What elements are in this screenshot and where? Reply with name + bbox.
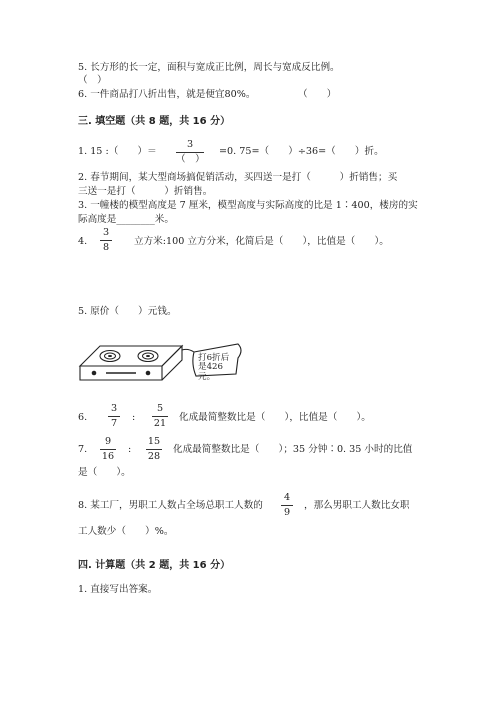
- s3-q1-fraction: [176, 140, 204, 164]
- stove-illustration: [78, 334, 246, 386]
- s3-q7-line2: 是（ ）。: [78, 467, 131, 478]
- s3-q4-text: 立方米:100 立方分米，化简后是（ ），比值是（ ）。: [134, 236, 389, 247]
- s3-q3-line1: 3. 一幢楼的模型高度是 7 厘米，模型高度与实际高度的比是 1∶400，楼房的实: [78, 200, 418, 211]
- s3-q5-text: 5. 原价（ ）元钱。: [78, 306, 177, 317]
- fraction-numerator: 15: [147, 436, 161, 447]
- fraction-bar: [281, 505, 293, 506]
- s3-q6-text: 化成最简整数比是（ ），比值是（ ）。: [179, 412, 371, 423]
- s3-q1-start: 1. 15 :（ ）＝: [78, 146, 157, 157]
- fraction-numerator: 3: [102, 227, 110, 238]
- fraction-bar: [176, 152, 204, 153]
- fraction-numerator: 9: [104, 436, 112, 447]
- fraction-denominator: 28: [147, 450, 161, 462]
- s3-q4-fraction: [100, 228, 112, 252]
- price-tag-label: 打6折后是426元。: [198, 353, 230, 382]
- fraction-bar: [146, 449, 162, 450]
- s3-q7-text: 化成最简整数比是（ ）；35 分钟∶0. 35 小时的比值: [173, 444, 413, 455]
- s3-q2-line2: 三送一是打（ ）折销售。: [78, 186, 213, 197]
- q6-statement: 6. 一件商品打八折出售，就是便宜80%。: [78, 89, 256, 100]
- fraction-numerator: 3: [186, 139, 194, 150]
- s3-q8-line2: 工人数少（ ）%。: [78, 526, 174, 537]
- fraction-bar: [100, 449, 116, 450]
- fraction-bar: [152, 416, 168, 417]
- s3-q7-colon: :: [128, 444, 132, 455]
- fraction-bar: [100, 240, 112, 241]
- fraction-numerator: 5: [156, 403, 164, 414]
- fraction-denominator: 7: [110, 417, 118, 429]
- s3-q8-text: 8. 某工厂，男职工人数占全场总职工人数的: [78, 500, 263, 511]
- q5-answer-paren: （ ）: [78, 75, 107, 86]
- fraction-denominator: （ ）: [176, 153, 205, 165]
- fraction-denominator: 21: [153, 417, 167, 429]
- fraction-denominator: 9: [283, 506, 291, 518]
- s3-q3-line2: 际高度是________米。: [78, 214, 174, 225]
- fraction-numerator: 3: [110, 403, 118, 414]
- s3-q6-number: 6.: [78, 412, 88, 423]
- s4-q1-text: 1. 直接写出答案。: [78, 584, 158, 595]
- s3-q6-fraction-a: [108, 404, 120, 428]
- q5-statement: 5. 长方形的长一定，面积与宽成正比例，周长与宽成反比例。: [78, 62, 340, 73]
- s3-q1-end: =0. 75=（ ）÷36=（ ）折。: [219, 146, 384, 157]
- s3-q6-fraction-b: [152, 404, 168, 428]
- fraction-numerator: 4: [283, 492, 291, 503]
- fraction-denominator: 16: [101, 450, 115, 462]
- s3-q2-line1: 2. 春节期间，某大型商场搞促销活动，买四送一是打（ ）折销售；买: [78, 172, 398, 183]
- s3-q6-colon: :: [132, 412, 136, 423]
- section3-title: 三. 填空题（共 8 题，共 16 分）: [78, 116, 231, 127]
- s3-q4-number: 4.: [78, 236, 88, 247]
- s3-q7-fraction-b: [146, 437, 162, 461]
- s3-q8-fraction: [281, 493, 293, 517]
- q6-answer-paren: （ ）: [298, 89, 337, 100]
- fraction-bar: [108, 416, 120, 417]
- s3-q7-fraction-a: [100, 437, 116, 461]
- s3-q8-text2: ，那么男职工人数比女职: [304, 500, 410, 511]
- s3-q7-number: 7.: [78, 444, 88, 455]
- fraction-denominator: 8: [102, 241, 110, 253]
- section4-title: 四. 计算题（共 2 题，共 16 分）: [78, 560, 231, 571]
